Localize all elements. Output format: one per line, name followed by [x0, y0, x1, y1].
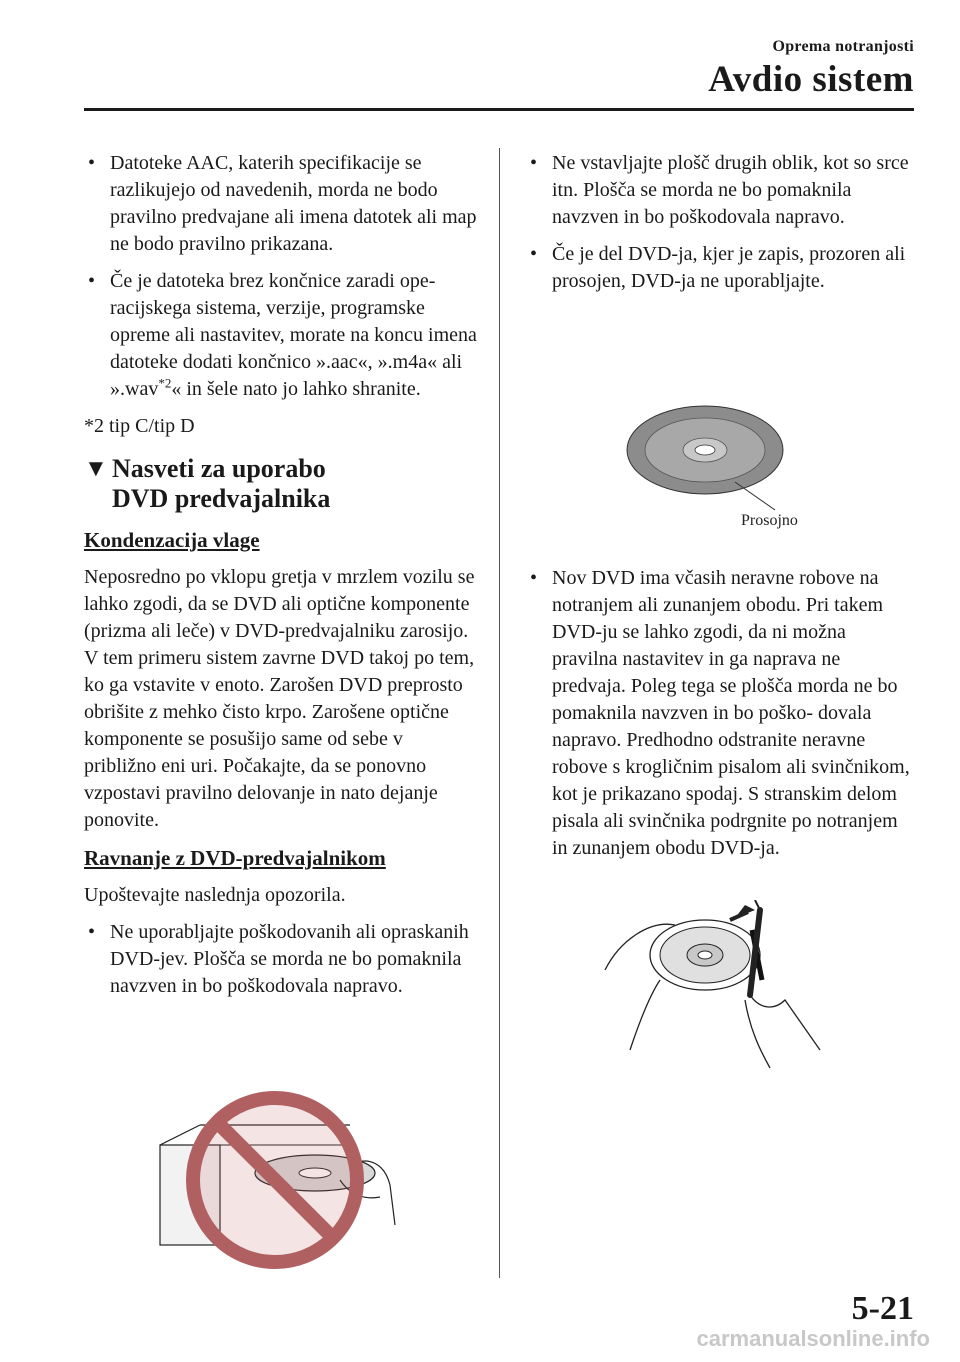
paragraph: Neposredno po vklopu gretja v mrzlem vozilu se lahko zgodi, da se DVD ali optične komponente (prizma ali leče) v DVD-predvajalniku zarosijo. V tem primeru sistem zavrne DVD takoj po tem, ko ga vstavite v enoto. Zarošen DVD preprosto obrišite z mehko čisto krpo. Zarošene optične komponente se posušijo same od sebe v približno eni uri. Počakajte, da se ponovno vzpostavi pravilno delovanje in nato dejanje ponovite.	[84, 566, 475, 831]
bullet-text: Datoteke AAC, katerih specifikacije se razlikujejo od navedenih, morda ne bodo pravilno predvajane ali imena datotek ali map ne bodo pravilno prikazana.	[110, 152, 477, 255]
watermark: carmanualsonline.info	[696, 1326, 930, 1351]
prohibited-disc-illustration	[150, 1085, 400, 1275]
page-number: 5-21	[851, 1290, 914, 1327]
triangle-icon: ▼	[84, 456, 108, 482]
translucent-disc-illustration	[625, 400, 825, 520]
right-column-lower	[526, 565, 916, 872]
bullet-icon: •	[530, 152, 538, 174]
column-divider	[499, 148, 500, 1278]
list-item	[526, 565, 916, 862]
bullet-text: Ne vstavljajte plošč drugih oblik, kot so srce itn. Plošča se morda ne bo pomaknila navzven in bo poškodovala napravo.	[552, 152, 909, 228]
bullet-text: Ne uporabljajte poškodovanih ali opraskanih DVD-jev. Plošča se morda ne bo pomaknila navzven in bo poškodovala napravo.	[110, 921, 469, 997]
left-column	[84, 150, 480, 1010]
section-title-line1: Nasveti za uporabo	[112, 454, 326, 483]
figure-label: Prosojno	[741, 512, 798, 529]
bullet-icon: •	[530, 567, 538, 589]
bullet-text: Nov DVD ima včasih neravne robove na notranjem ali zunanjem obodu. Pri takem DVD-ju se lahko zgodi, da ni možna pravilna nastavitev in ga naprava ne predvaja. Poleg tega se plošča morda ne bo pomaknila navzven in bo poško- dovala napravo. Predhodno odstranite neravne robove s krogličnim pisalom ali svinčnikom, kot je prikazano spodaj. S stranskim delom pisala ali svinčnika podrgnite po notranjem in zunanjem obodu DVD-ja.	[552, 567, 910, 859]
bullet-text: Če je datoteka brez končnice zaradi ope- racijskega sistema, verzije, programske opreme ali nastavitev, morate na koncu imena datoteke dodati končnico ».aac«, ».m4a« ali ».wav	[110, 270, 477, 400]
right-column	[526, 150, 916, 305]
footnote-ref: *2	[158, 375, 172, 391]
list-item	[526, 241, 916, 295]
list-item	[84, 268, 480, 403]
section-heading	[84, 454, 480, 514]
section-title-line2: DVD predvajalnika	[112, 484, 331, 513]
bullet-text-tail: « in šele nato jo lahko shranite.	[171, 378, 421, 400]
footnote: *2 tip C/tip D	[84, 415, 195, 437]
subheading-condensation: Kondenzacija vlage	[84, 528, 260, 552]
bullet-icon: •	[88, 921, 96, 943]
list-item	[84, 919, 480, 1000]
bullet-icon: •	[88, 270, 96, 292]
list-item	[526, 150, 916, 231]
bullet-icon: •	[88, 152, 96, 174]
paragraph: Upoštevajte naslednja opozorila.	[84, 884, 346, 906]
subheading-handling: Ravnanje z DVD-predvajalnikom	[84, 846, 386, 870]
bullet-text: Če je del DVD-ja, kjer je zapis, prozoren ali prosojen, DVD-ja ne uporabljajte.	[552, 243, 906, 292]
header-section-label: Oprema notranjosti	[772, 38, 914, 55]
header-rule	[84, 108, 914, 111]
pen-smoothing-disc-illustration	[600, 900, 830, 1070]
bullet-icon: •	[530, 243, 538, 265]
list-item	[84, 150, 480, 258]
page-title: Avdio sistem	[708, 59, 914, 100]
